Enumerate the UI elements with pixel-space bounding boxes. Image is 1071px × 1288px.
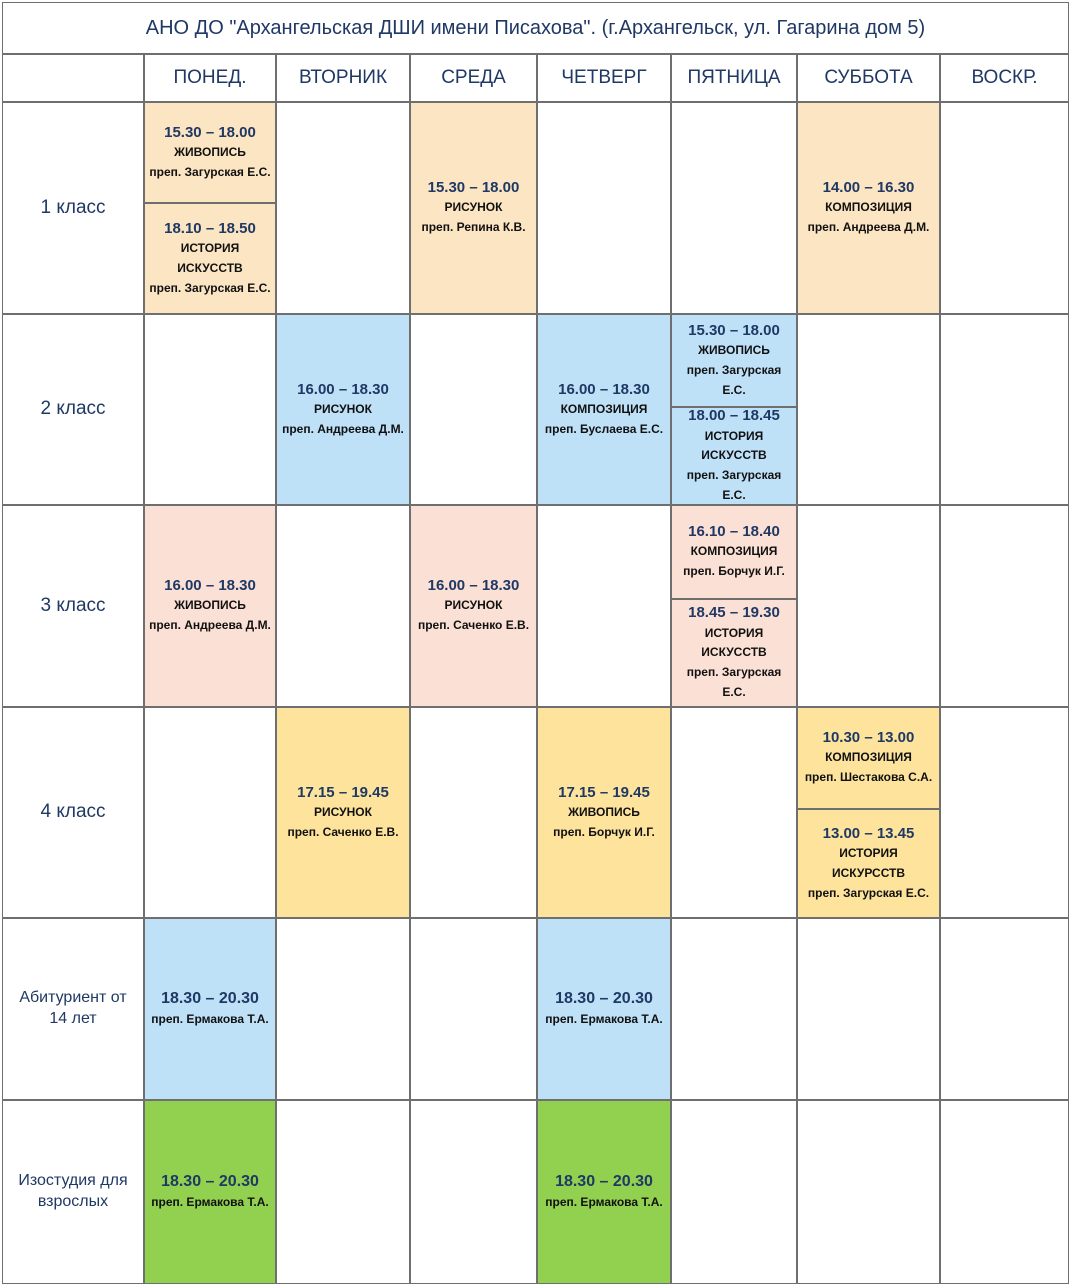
empty-cell — [797, 505, 940, 707]
lesson-cell — [671, 599, 797, 707]
lesson-cell — [537, 707, 671, 918]
empty-cell — [671, 102, 797, 314]
lesson-teacher: преп. Загурская Е.С. — [686, 665, 782, 699]
lesson-teacher: преп. Загурская Е.С. — [149, 280, 271, 295]
lesson-time: 16.00 – 18.30 — [164, 577, 256, 595]
lesson-cell — [144, 203, 276, 314]
lesson-time: 18.30 – 20.30 — [161, 1173, 259, 1191]
lesson-cell — [671, 505, 797, 599]
lesson-time: 18.45 – 19.30 — [688, 604, 780, 622]
lesson-time: 15.30 – 18.00 — [164, 123, 256, 141]
empty-cell — [797, 1100, 940, 1284]
day-header: ВОСКР. — [940, 54, 1069, 102]
day-header: ВТОРНИК — [276, 54, 410, 102]
empty-cell — [940, 102, 1069, 314]
lesson-teacher: преп. Саченко Е.В. — [417, 618, 530, 633]
lesson-time: 16.10 – 18.40 — [688, 523, 780, 541]
empty-cell — [940, 918, 1069, 1100]
row-label: Абитуриент от 14 лет — [2, 918, 144, 1100]
lesson-teacher: преп. Загурская Е.С. — [149, 164, 271, 179]
empty-cell — [144, 314, 276, 505]
lesson-subject: РИСУНОК — [444, 598, 503, 613]
lesson-teacher: преп. Ермакова Т.А. — [545, 1011, 663, 1026]
empty-cell — [940, 314, 1069, 505]
lesson-cell — [144, 505, 276, 707]
page-title: АНО ДО "Архангельская ДШИ имени Писахова". (г.Архангельск, ул. Гагарина дом 5) — [2, 2, 1069, 54]
lesson-subject: РИСУНОК — [444, 200, 503, 215]
lesson-teacher: преп. Борчук И.Г. — [553, 824, 655, 839]
lesson-subject: ЖИВОПИСЬ — [698, 342, 770, 357]
lesson-teacher: преп. Шестакова С.А. — [804, 770, 933, 785]
lesson-cell — [671, 314, 797, 407]
day-header: ЧЕТВЕРГ — [537, 54, 671, 102]
lesson-time: 16.00 – 18.30 — [558, 380, 650, 398]
empty-cell — [537, 102, 671, 314]
day-header: СРЕДА — [410, 54, 537, 102]
lesson-teacher: преп. Загурская Е.С. — [686, 468, 782, 502]
empty-cell — [671, 707, 797, 918]
empty-cell — [410, 918, 537, 1100]
lesson-teacher: преп. Борчук И.Г. — [683, 564, 785, 579]
lesson-time: 17.15 – 19.45 — [558, 783, 650, 801]
empty-cell — [276, 918, 410, 1100]
lesson-time: 14.00 – 16.30 — [822, 179, 915, 197]
lesson-teacher: преп. Андреева Д.М. — [807, 220, 930, 235]
lesson-teacher: преп. Андреева Д.М. — [149, 618, 271, 633]
lesson-subject: ИСТОРИЯ ИСКУРССТВ — [831, 845, 906, 880]
lesson-teacher: преп. Загурская Е.С. — [807, 885, 930, 900]
lesson-subject: ИСТОРИЯ ИСКУССТВ — [177, 240, 243, 275]
lesson-cell — [537, 918, 671, 1100]
empty-cell — [410, 1100, 537, 1284]
lesson-cell — [276, 314, 410, 505]
lesson-time: 17.15 – 19.45 — [297, 783, 389, 801]
lesson-time: 16.00 – 18.30 — [297, 380, 389, 398]
empty-cell — [940, 1100, 1069, 1284]
lesson-cell — [276, 707, 410, 918]
lesson-subject: КОМПОЗИЦИЯ — [825, 200, 912, 215]
lesson-cell — [410, 102, 537, 314]
lesson-teacher: преп. Загурская Е.С. — [686, 362, 782, 397]
lesson-cell — [537, 314, 671, 505]
empty-cell — [940, 505, 1069, 707]
empty-cell — [671, 1100, 797, 1284]
lesson-time: 18.10 – 18.50 — [164, 219, 256, 237]
day-header: ПЯТНИЦА — [671, 54, 797, 102]
lesson-time: 15.30 – 18.00 — [688, 321, 780, 339]
lesson-subject: КОМПОЗИЦИЯ — [825, 750, 912, 765]
lesson-time: 10.30 – 13.00 — [822, 729, 915, 747]
empty-cell — [276, 102, 410, 314]
lesson-cell — [144, 1100, 276, 1284]
lesson-subject: ИСТОРИЯ ИСКУССТВ — [701, 428, 767, 463]
empty-cell — [410, 314, 537, 505]
empty-cell — [797, 918, 940, 1100]
lesson-cell — [797, 707, 940, 809]
lesson-cell — [144, 918, 276, 1100]
lesson-teacher: преп. Репина К.В. — [421, 220, 526, 235]
empty-cell — [940, 707, 1069, 918]
lesson-teacher: преп. Ермакова Т.А. — [545, 1194, 663, 1209]
lesson-time: 13.00 – 13.45 — [822, 824, 915, 842]
lesson-teacher: преп. Буслаева Е.С. — [544, 421, 664, 436]
lesson-subject: РИСУНОК — [314, 804, 372, 819]
empty-cell — [410, 707, 537, 918]
lesson-subject: ЖИВОПИСЬ — [568, 804, 640, 819]
day-header: ПОНЕД. — [144, 54, 276, 102]
lesson-subject: КОМПОЗИЦИЯ — [560, 401, 648, 416]
row-label: 2 класс — [2, 314, 144, 505]
lesson-subject: РИСУНОК — [314, 401, 372, 416]
lesson-subject: ЖИВОПИСЬ — [174, 144, 246, 159]
lesson-subject: КОМПОЗИЦИЯ — [690, 544, 778, 559]
day-header: СУББОТА — [797, 54, 940, 102]
lesson-teacher: преп. Саченко Е.В. — [287, 824, 399, 839]
empty-cell — [671, 918, 797, 1100]
row-label: 1 класс — [2, 102, 144, 314]
lesson-cell — [797, 809, 940, 918]
lesson-cell — [537, 1100, 671, 1284]
lesson-teacher: преп. Ермакова Т.А. — [151, 1194, 269, 1209]
row-label: 4 класс — [2, 707, 144, 918]
header-corner — [2, 54, 144, 102]
lesson-subject: ИСТОРИЯ ИСКУССТВ — [701, 625, 767, 660]
lesson-teacher: преп. Ермакова Т.А. — [151, 1011, 269, 1026]
lesson-cell — [797, 102, 940, 314]
row-label: 3 класс — [2, 505, 144, 707]
lesson-time: 16.00 – 18.30 — [427, 577, 520, 595]
lesson-cell — [410, 505, 537, 707]
lesson-cell — [671, 407, 797, 505]
empty-cell — [797, 314, 940, 505]
empty-cell — [144, 707, 276, 918]
lesson-time: 18.30 – 20.30 — [161, 990, 259, 1008]
row-label: Изостудия для взрослых — [2, 1100, 144, 1284]
lesson-teacher: преп. Андреева Д.М. — [282, 421, 404, 436]
lesson-cell — [144, 102, 276, 203]
empty-cell — [276, 505, 410, 707]
lesson-time: 18.30 – 20.30 — [555, 990, 653, 1008]
lesson-time: 18.00 – 18.45 — [688, 407, 780, 425]
lesson-subject: ЖИВОПИСЬ — [174, 598, 246, 613]
lesson-time: 18.30 – 20.30 — [555, 1173, 653, 1191]
empty-cell — [276, 1100, 410, 1284]
lesson-time: 15.30 – 18.00 — [427, 179, 520, 197]
empty-cell — [537, 505, 671, 707]
